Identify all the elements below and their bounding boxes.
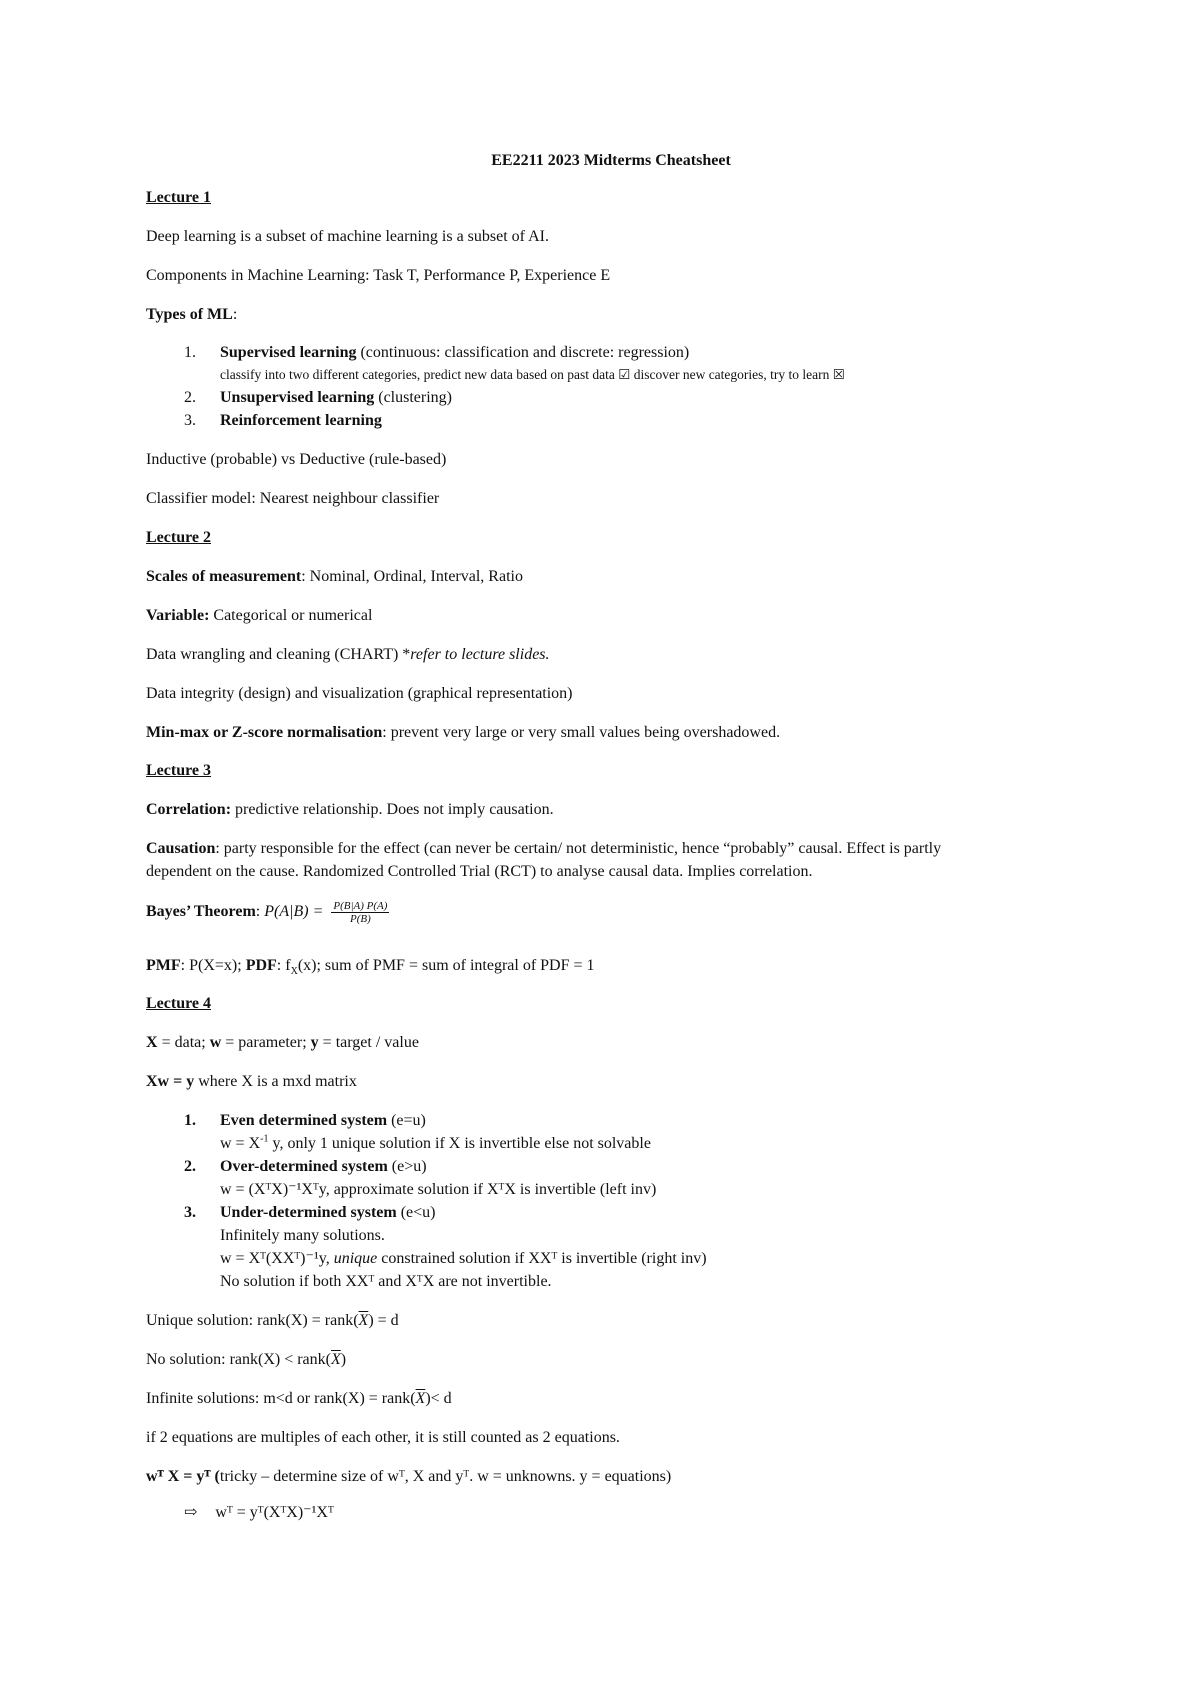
unique-solution: Unique solution: rank(X) = $rank(\overline{X}) = d$ — [146, 1312, 399, 1329]
system-3-note: Infinitely many solutions. — [220, 1227, 385, 1244]
data-wrangling: Data wrangling and cleaning (CHART) *refer to lecture slides. — [146, 646, 550, 663]
ml-type-item-1-note: classify into two different categories, predict new data based on past data ☑ discover new categories, try to learn ☒ — [220, 367, 845, 382]
causation-line-2: dependent on the cause. Randomized Controlled Trial (RCT) to analyse causal data. Implies correlation. — [146, 863, 813, 880]
wt-equation: wᵀ X = yᵀ (tricky – determine size of wᵀ, X and yᵀ. w = unknowns. y = equations) — [146, 1468, 672, 1485]
lecture-1-p2: Components in Machine Learning: Task T, Performance P, Experience E — [146, 267, 611, 284]
lecture-3-heading: Lecture 3 — [146, 762, 212, 779]
variable-definitions: X = data; w = parameter; y = target / value — [146, 1034, 419, 1051]
multiples-note: if 2 equations are multiples of each other, it is still counted as 2 equations. — [146, 1429, 620, 1446]
page-title: EE2211 2023 Midterms Cheatsheet — [491, 152, 731, 169]
pmf-pdf: PMF: P(X=x); PDF: $f_X(x)$; sum of PMF = sum of integral of PDF = 1 — [146, 957, 595, 978]
system-1-solution: $w = X^{-1}$ y, only 1 unique solution if X is invertible else not solvable — [220, 1133, 651, 1152]
variable-types: Variable: Categorical or numerical — [146, 607, 373, 624]
normalisation: Min-max or Z-score normalisation: prevent very large or very small values being overshadowed. — [146, 724, 781, 741]
system-3-no-solution: No solution if both XXᵀ and XᵀX are not invertible. — [220, 1273, 552, 1290]
infinite-solutions: Infinite solutions: m<d or rank(X) = $rank(\overline{X})< d$ — [146, 1390, 452, 1407]
correlation: Correlation: predictive relationship. Does not imply causation. — [146, 801, 554, 818]
causation-line-1: Causation: party responsible for the effect (can never be certain/ not deterministic, hence “probably” causal. Effect is partly — [146, 840, 942, 857]
system-2-solution: w = (XᵀX)⁻¹Xᵀy, approximate solution if XᵀX is invertible (left inv) — [220, 1181, 657, 1198]
data-integrity: Data integrity (design) and visualization (graphical representation) — [146, 685, 573, 702]
system-3-solution: w = Xᵀ(XXᵀ)⁻¹y, unique constrained solution if XXᵀ is invertible (right inv) — [220, 1250, 707, 1267]
scales-of-measurement: Scales of measurement: Nominal, Ordinal, Interval, Ratio — [146, 568, 523, 585]
final-equation: ⇨ wᵀ = yᵀ(XᵀX)⁻¹Xᵀ — [184, 1504, 334, 1521]
lecture-1-p3: Inductive (probable) vs Deductive (rule-based) — [146, 451, 447, 468]
no-solution: No solution: rank(X) < $rank(\overline{X})$ — [146, 1351, 347, 1368]
lecture-1-heading: Lecture 1 — [146, 189, 212, 206]
xw-equation: Xw = y where X is a mxd matrix — [146, 1073, 357, 1090]
lecture-1-p4: Classifier model: Nearest neighbour classifier — [146, 490, 440, 507]
bayes-theorem: Bayes’ Theorem: P(A|B) = $\frac{P(B|A) P(A)}{P(B)}$ — [146, 900, 388, 925]
lecture-1-p1: Deep learning is a subset of machine learning is a subset of AI. — [146, 228, 549, 245]
lecture-4-heading: Lecture 4 — [146, 995, 212, 1012]
types-of-ml-label: Types of ML: — [146, 306, 238, 323]
right-arrow-icon: ⇨ — [184, 1504, 198, 1521]
bayes-fraction: $\frac{P(B|A) P(A)}{P(B)}$ — [333, 900, 388, 925]
lecture-2-heading: Lecture 2 — [146, 529, 212, 546]
